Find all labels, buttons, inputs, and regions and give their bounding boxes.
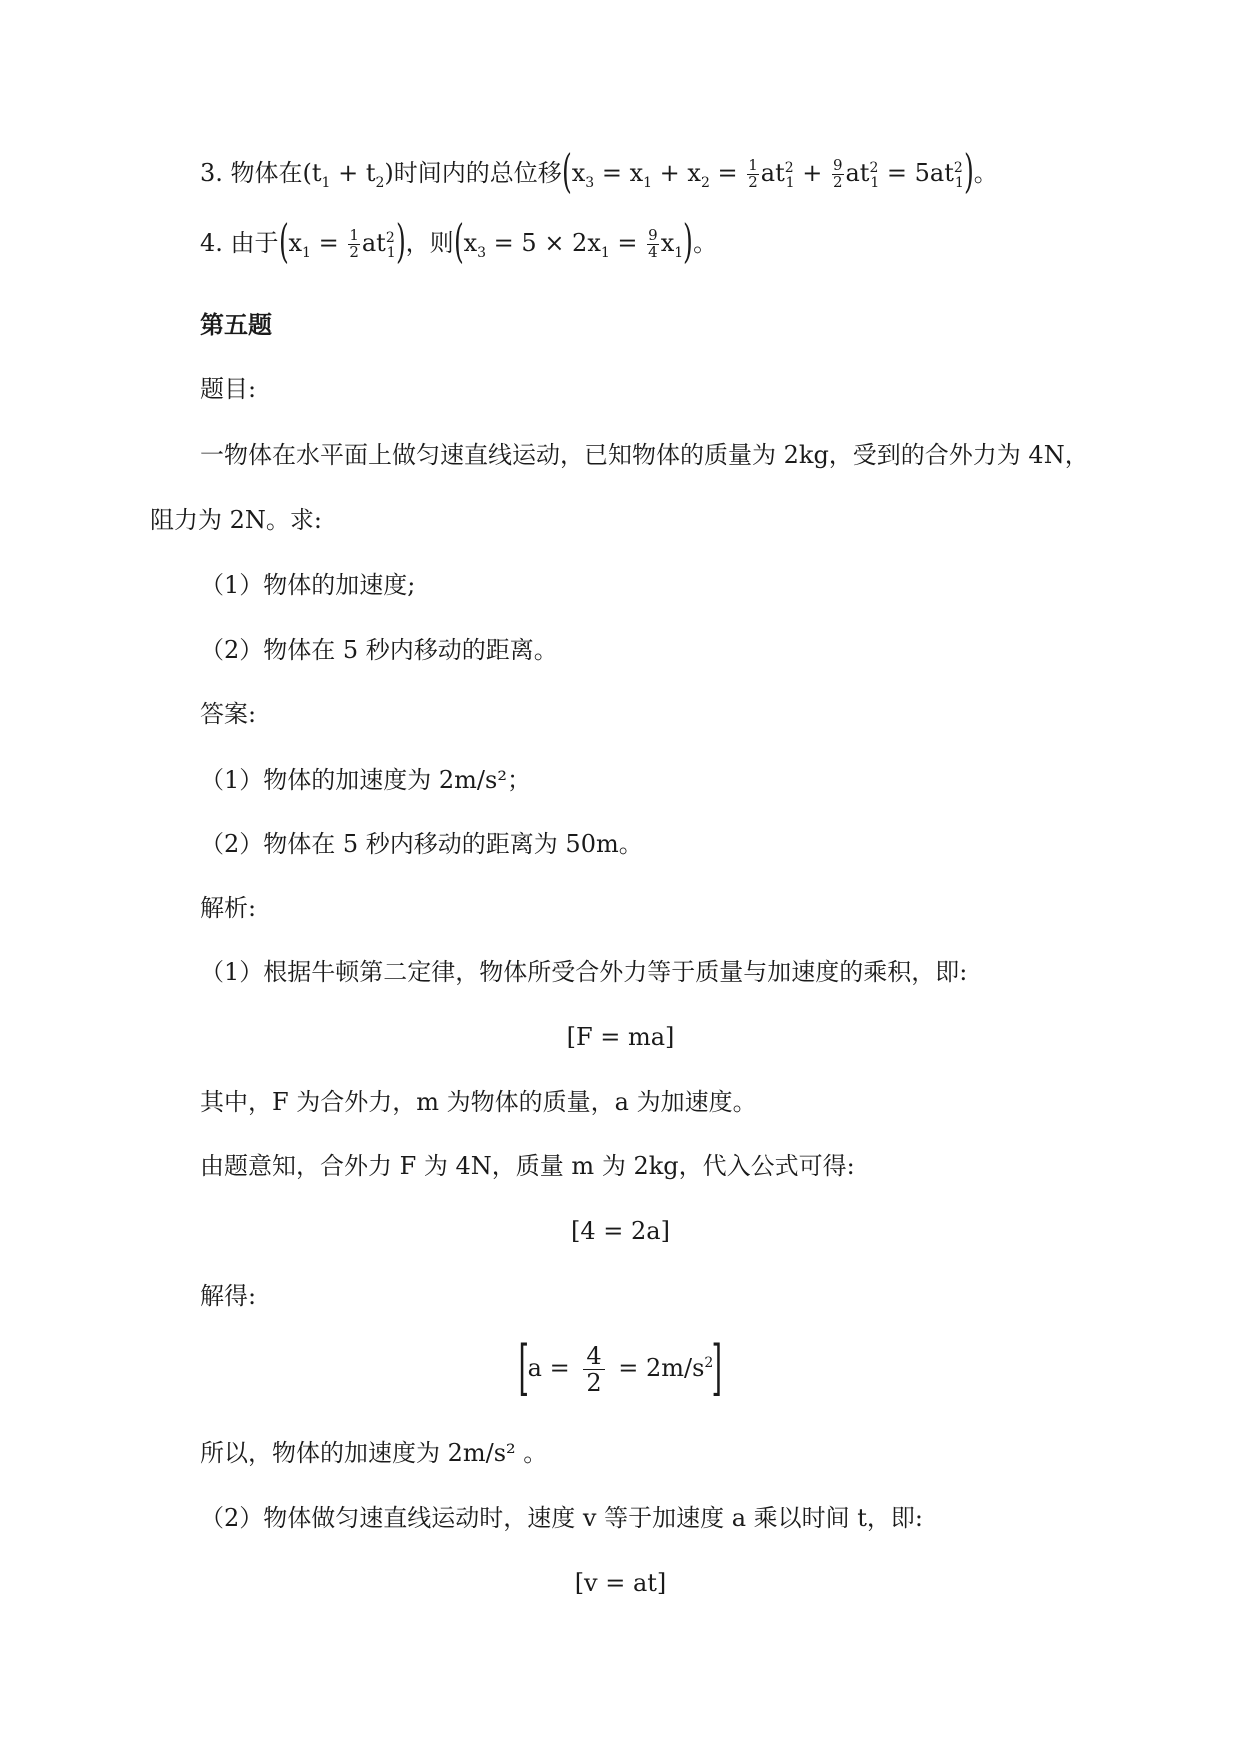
fraction-half: $\frac{1}{2}$: [349, 226, 359, 261]
left-paren: (: [278, 214, 289, 268]
left-bracket: [: [518, 1333, 530, 1403]
fraction-nine-halves: $\frac{9}{2}$: [832, 156, 843, 191]
left-paren: (: [453, 214, 464, 268]
answer-1: （1）物体的加速度为 2m/s²；: [200, 766, 531, 794]
fraction-nine-quarters: $\frac{9}{4}$: [648, 226, 658, 261]
right-paren: ): [963, 144, 974, 198]
analysis-step-1: （1）根据牛顿第二定律，物体所受合外力等于质量与加速度的乘积，即:: [200, 958, 968, 986]
displacement-total-line: 3. 物体在$(t_1 + t_2)$时间内的总位移($x_3 = x_1 + x_2$ = $\frac{1}{2}$ $at^2_1$ + $\frac{9}{2}$ $at^2_1 = 5at^2_1$)。: [200, 144, 998, 198]
solve-label: 解得:: [200, 1282, 257, 1310]
equation-acceleration: [a = $\frac{4}{2}$ = $2m/s^2$]: [518, 1333, 723, 1403]
answer-label: 答案:: [200, 700, 257, 728]
problem-text-line2: 阻力为 2N。求:: [150, 506, 322, 534]
right-bracket: ]: [711, 1333, 723, 1403]
fraction-four-halves: $\frac{4}{2}$: [583, 1343, 604, 1397]
analysis-step-2: （2）物体做匀速直线运动时，速度 v 等于加速度 a 乘以时间 t，即:: [200, 1504, 924, 1532]
answer-2: （2）物体在 5 秒内移动的距离为 50m。: [200, 830, 643, 858]
equation-newton: [F = ma]: [566, 1023, 675, 1051]
question-2: （2）物体在 5 秒内移动的距离。: [200, 636, 558, 664]
left-paren: (: [561, 144, 572, 198]
acceleration-conclusion: 所以，物体的加速度为 2m/s² 。: [200, 1439, 548, 1467]
analysis-label: 解析:: [200, 894, 257, 922]
equation-velocity: [v = at]: [574, 1569, 667, 1597]
question-1: （1）物体的加速度;: [200, 571, 416, 599]
problem-label: 题目:: [200, 375, 257, 403]
problem-text-line1: 一物体在水平面上做匀速直线运动，已知物体的质量为 2kg，受到的合外力为 4N，: [200, 441, 1089, 469]
section-heading: 第五题: [200, 310, 272, 339]
fraction-half: $\frac{1}{2}$: [748, 156, 758, 191]
equation-substituted: [4 = 2a]: [571, 1217, 670, 1245]
analysis-definitions: 其中，F 为合外力，m 为物体的质量，a 为加速度。: [200, 1088, 757, 1116]
relation-line: 4. 由于($x_1$ = $\frac{1}{2}$ $at^2_1$)，则($x_3 = 5 \times 2x_1$ = $\frac{9}{4}$ $x_1$)。: [200, 214, 718, 268]
analysis-substitution: 由题意知，合外力 F 为 4N，质量 m 为 2kg，代入公式可得:: [200, 1152, 855, 1180]
right-paren: ): [683, 214, 694, 268]
right-paren: ): [395, 214, 406, 268]
